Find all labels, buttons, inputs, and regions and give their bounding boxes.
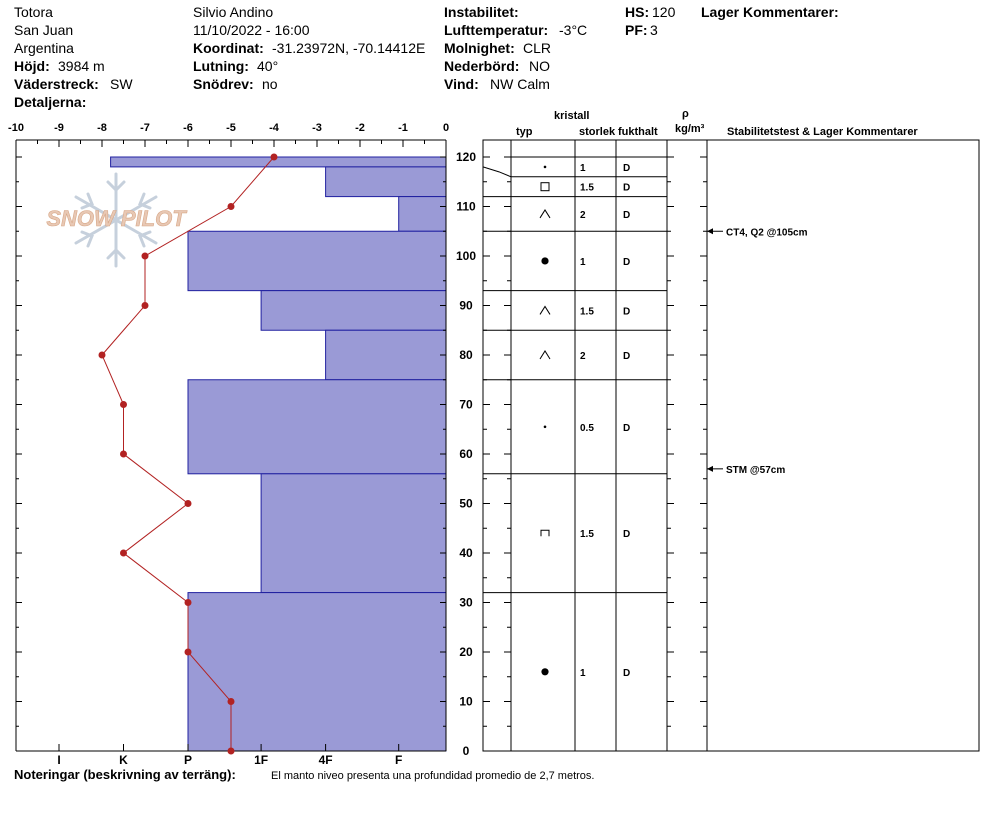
wind: NW Calm bbox=[490, 76, 550, 92]
layer-table bbox=[483, 140, 979, 751]
drift-label: Snödrev: bbox=[193, 76, 254, 92]
temp-point bbox=[228, 698, 235, 705]
grain-size: 2 bbox=[580, 209, 586, 221]
temp-point bbox=[120, 451, 127, 458]
stability-test: STM @57cm bbox=[726, 464, 786, 476]
moisture: D bbox=[623, 351, 631, 362]
height-tick-label: 90 bbox=[459, 298, 473, 313]
temp-point bbox=[228, 203, 235, 210]
temp-tick-label: -9 bbox=[54, 122, 64, 134]
height-tick-label: 50 bbox=[459, 496, 473, 511]
moisture: D bbox=[623, 162, 631, 174]
observer: Silvio Andino bbox=[193, 4, 274, 20]
height-tick-label: 60 bbox=[459, 447, 473, 461]
grain-open-square-icon bbox=[541, 530, 549, 536]
hardness-layer bbox=[261, 291, 446, 331]
location: Totora bbox=[14, 4, 53, 20]
hardness-label: F bbox=[395, 753, 403, 767]
hardness-layer bbox=[261, 474, 446, 593]
moisture: D bbox=[623, 529, 631, 541]
temp-tick-label: -6 bbox=[183, 122, 193, 134]
test-arrow-icon bbox=[707, 228, 713, 234]
coord: -31.23972N, -70.14412E bbox=[272, 40, 426, 56]
height-tick-label: 20 bbox=[459, 645, 473, 659]
height-tick-label: 40 bbox=[459, 546, 473, 560]
grain-size: 1.5 bbox=[580, 306, 594, 318]
grain-dot-small-icon bbox=[544, 425, 547, 428]
precip-label: Nederbörd: bbox=[444, 58, 520, 74]
elevation: 3984 m bbox=[58, 58, 105, 74]
hardness-label: P bbox=[183, 753, 193, 767]
country: Argentina bbox=[14, 40, 74, 56]
grain-size: 1 bbox=[580, 667, 586, 679]
grain-dot-small-icon bbox=[544, 166, 547, 169]
logo-text: SNOW PILOT bbox=[46, 206, 186, 231]
temp-tick-label: -1 bbox=[398, 122, 408, 134]
slope: 40° bbox=[257, 58, 279, 74]
stability-label: Stabilitetstest & Lager Kommentarer bbox=[727, 126, 918, 138]
hardness-label: 1F bbox=[254, 753, 269, 767]
rho-label: ρ bbox=[682, 108, 689, 120]
temp-point bbox=[120, 550, 127, 557]
height-tick-label: 80 bbox=[459, 348, 473, 362]
height-tick-label: 100 bbox=[455, 249, 477, 263]
temp-tick-label: -10 bbox=[8, 122, 24, 134]
instability-label: Instabilitet: bbox=[444, 4, 519, 20]
hardness-layer bbox=[188, 380, 446, 474]
size-label: storlek bbox=[579, 126, 616, 138]
moisture: D bbox=[623, 667, 631, 679]
sky-label: Molnighet: bbox=[444, 40, 515, 56]
state: San Juan bbox=[14, 22, 74, 38]
temp-tick-label: -2 bbox=[355, 122, 365, 134]
row-connector bbox=[483, 167, 511, 177]
crystal-label: kristall bbox=[554, 110, 590, 122]
grain-square-icon bbox=[541, 183, 549, 191]
grain-dot-large-icon bbox=[541, 668, 548, 675]
precip: NO bbox=[529, 58, 550, 74]
drift: no bbox=[262, 76, 278, 92]
test-arrow-icon bbox=[707, 466, 713, 472]
temp-point bbox=[142, 253, 149, 260]
grain-dot-large-icon bbox=[541, 257, 548, 264]
temp-point bbox=[271, 154, 278, 161]
moisture: D bbox=[623, 422, 631, 434]
notes-text: El manto niveo presenta una profundidad promedio de 2,7 metros. bbox=[271, 770, 595, 782]
temp-tick-label: -5 bbox=[226, 122, 236, 134]
height-tick-label: 70 bbox=[459, 397, 473, 412]
hardness-layer bbox=[399, 197, 446, 232]
grain-size: 1 bbox=[580, 256, 586, 268]
moisture: D bbox=[623, 306, 631, 318]
hardness-layer bbox=[326, 167, 446, 197]
height-tick-label: 30 bbox=[459, 595, 473, 610]
density-unit: kg/m³ bbox=[675, 123, 705, 135]
height-tick-label: 0 bbox=[462, 744, 470, 758]
grain-size: 0.5 bbox=[580, 422, 594, 434]
temp-point bbox=[185, 500, 192, 507]
temp-point bbox=[185, 599, 192, 606]
aspect: SW bbox=[110, 76, 133, 92]
temp-point bbox=[185, 649, 192, 656]
hardness-layer bbox=[326, 330, 446, 380]
temp-point bbox=[228, 748, 235, 755]
layer-comments-label: Lager Kommentarer: bbox=[701, 4, 839, 20]
pf-label: PF: bbox=[625, 22, 648, 38]
temp-tick-label: -8 bbox=[97, 122, 107, 134]
airtemp: -3°C bbox=[559, 22, 588, 38]
grain-size: 2 bbox=[580, 351, 586, 362]
temp-point bbox=[99, 352, 106, 359]
temp-point bbox=[120, 401, 127, 408]
wind-label: Vind: bbox=[444, 76, 479, 92]
grain-size: 1 bbox=[580, 162, 586, 174]
hardness-label: I bbox=[57, 753, 61, 767]
hs-label: HS: bbox=[625, 4, 650, 20]
aspect-label: Väderstreck: bbox=[14, 76, 99, 92]
elevation-label: Höjd: bbox=[14, 58, 50, 74]
notes-label: Noteringar (beskrivning av terräng): bbox=[14, 767, 236, 782]
hardness-layer bbox=[188, 231, 446, 290]
datetime: 11/10/2022 - 16:00 bbox=[193, 22, 310, 38]
moisture: D bbox=[623, 182, 631, 194]
pf: 3 bbox=[650, 22, 658, 38]
temp-tick-label: -7 bbox=[140, 122, 150, 134]
coord-label: Koordinat: bbox=[193, 40, 264, 56]
height-tick-label: 10 bbox=[459, 694, 473, 709]
sky: CLR bbox=[523, 40, 552, 56]
grain-caret-icon bbox=[540, 306, 550, 314]
details-label: Detaljerna: bbox=[14, 94, 87, 110]
stability-test: CT4, Q2 @105cm bbox=[726, 227, 808, 239]
hardness-label: 4F bbox=[318, 753, 333, 767]
grain-caret-icon bbox=[540, 351, 550, 359]
airtemp-label: Lufttemperatur: bbox=[444, 22, 549, 38]
height-tick-label: 120 bbox=[455, 150, 477, 164]
type-label: typ bbox=[516, 126, 533, 138]
moisture: D bbox=[623, 209, 631, 221]
temp-tick-label: 0 bbox=[442, 122, 450, 134]
moisture-label: fukthalt bbox=[618, 126, 658, 138]
grain-size: 1.5 bbox=[580, 529, 594, 541]
hardness-layer bbox=[111, 157, 446, 167]
hardness-layer bbox=[188, 593, 446, 751]
grain-caret-icon bbox=[540, 210, 550, 218]
hs: 120 bbox=[652, 4, 676, 20]
slope-label: Lutning: bbox=[193, 58, 249, 74]
hardness-layers bbox=[111, 157, 446, 751]
hardness-label: K bbox=[119, 753, 128, 767]
temp-tick-label: -4 bbox=[269, 122, 279, 134]
temp-point bbox=[142, 302, 149, 309]
grain-size: 1.5 bbox=[580, 182, 594, 194]
moisture: D bbox=[623, 256, 631, 268]
temp-tick-label: -3 bbox=[312, 122, 322, 134]
height-tick-label: 110 bbox=[456, 199, 476, 214]
